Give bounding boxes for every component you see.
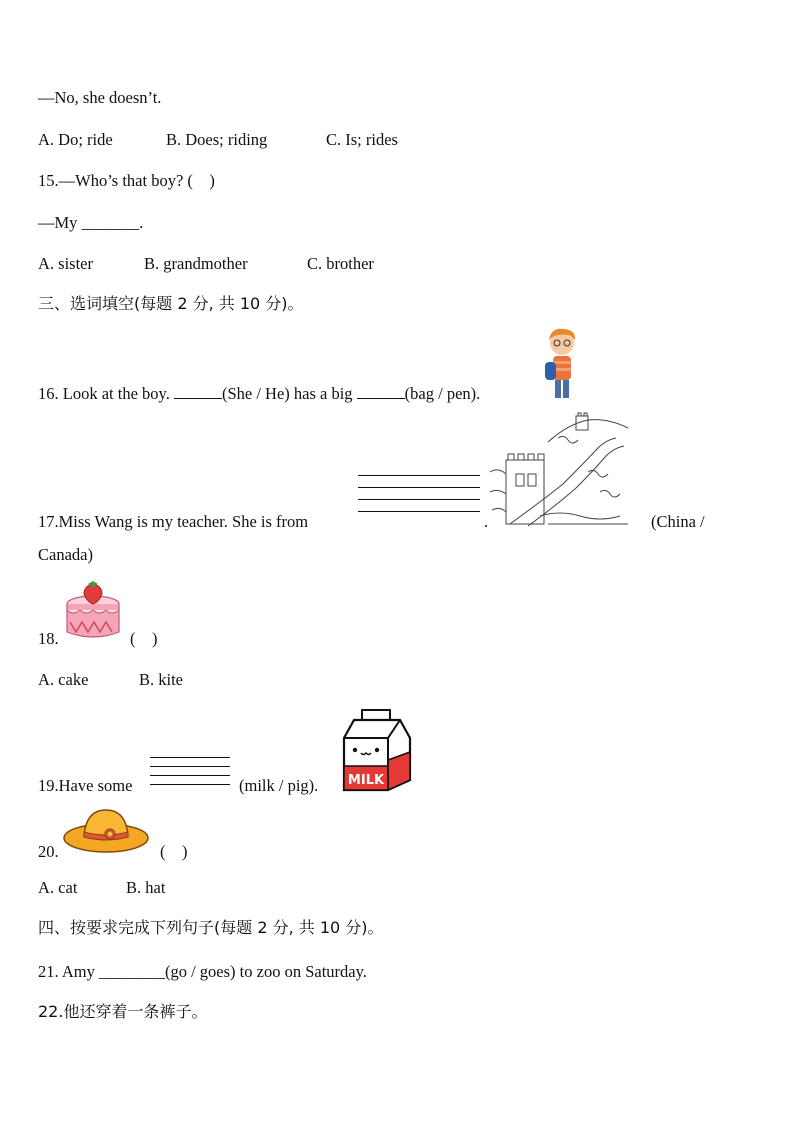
q22-line: 22.他还穿着一条裤子。 xyxy=(38,1002,208,1021)
q14-option-a[interactable]: A. Do; ride xyxy=(38,130,113,149)
q17-text-b: (China / xyxy=(651,512,705,531)
milk-label: MILK xyxy=(347,773,385,788)
great-wall-icon xyxy=(488,412,634,528)
q16-text-c: (bag / pen). xyxy=(404,384,481,403)
q17-text-a: 17.Miss Wang is my teacher. She is from xyxy=(38,512,309,531)
cake-icon xyxy=(62,580,124,642)
q18-paren[interactable]: ( ) xyxy=(130,629,158,648)
boy-icon xyxy=(542,326,582,400)
q18-option-a[interactable]: A. cake xyxy=(38,670,89,689)
section-4-heading: 四、按要求完成下列句子(每题 2 分, 共 10 分)。 xyxy=(38,918,384,937)
line-answer-14: —No, she doesn’t. xyxy=(38,88,162,107)
q17-text-c: Canada) xyxy=(38,545,93,564)
q19-answer-lines[interactable] xyxy=(150,757,230,796)
q20-number: 20. xyxy=(38,842,59,861)
q15-option-c[interactable]: C. brother xyxy=(307,254,374,273)
q15-options xyxy=(38,254,374,274)
q17-answer-lines[interactable] xyxy=(358,475,480,523)
q19-text-a: 19.Have some xyxy=(38,776,133,795)
q16-blank-1[interactable] xyxy=(174,384,222,399)
q15-question: 15.—Who’s that boy? ( ) xyxy=(38,171,215,190)
q14-option-c[interactable]: C. Is; rides xyxy=(326,130,398,149)
q20-option-b[interactable]: B. hat xyxy=(126,878,166,897)
q15-option-b[interactable]: B. grandmother xyxy=(144,254,248,273)
section-3-heading: 三、选词填空(每题 2 分, 共 10 分)。 xyxy=(38,294,304,313)
q18-number: 18. xyxy=(38,629,59,648)
q15-answer: —My _______. xyxy=(38,213,144,232)
q16-line xyxy=(38,384,480,404)
q18-option-b[interactable]: B. kite xyxy=(139,670,183,689)
q20-options xyxy=(38,878,165,898)
q15-option-a[interactable]: A. sister xyxy=(38,254,93,273)
milk-carton-icon xyxy=(340,708,414,792)
q21-line: 21. Amy ________(go / goes) to zoo on Saturday. xyxy=(38,962,367,981)
q14-options xyxy=(38,130,398,150)
q18-options xyxy=(38,670,183,690)
q16-text-b: (She / He) has a big xyxy=(221,384,357,403)
hat-icon xyxy=(62,806,150,854)
q14-option-b[interactable]: B. Does; riding xyxy=(166,130,268,149)
q19-text-b: (milk / pig). xyxy=(239,776,319,795)
q16-text-a: 16. Look at the boy. xyxy=(38,384,174,403)
q20-option-a[interactable]: A. cat xyxy=(38,878,78,897)
q17-period: . xyxy=(484,512,489,531)
q16-blank-2[interactable] xyxy=(357,384,405,399)
q20-paren[interactable]: ( ) xyxy=(160,842,188,861)
